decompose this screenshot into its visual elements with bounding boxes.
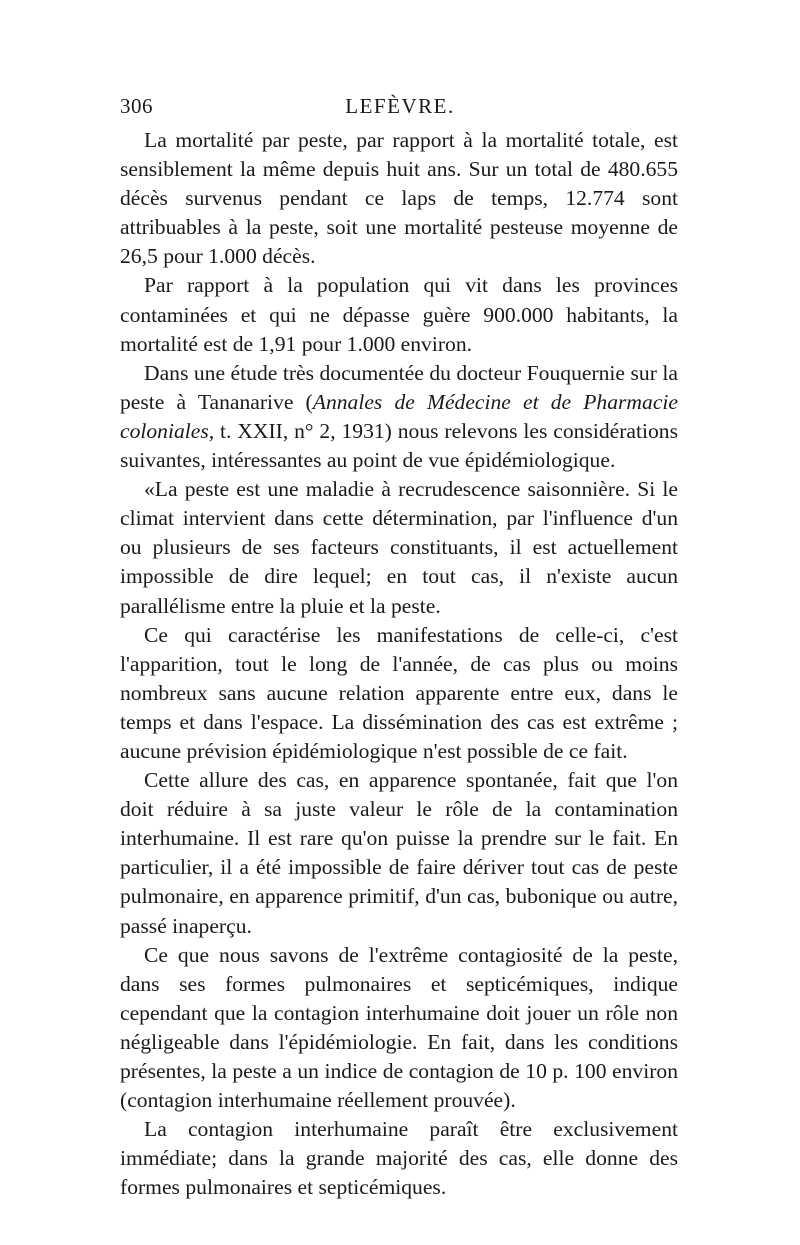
paragraph-with-reference: [120, 359, 678, 475]
running-head: LEFÈVRE.: [345, 94, 455, 118]
paragraph: La contagion interhumaine paraît être exclusivement immédiate; dans la grande majorité des cas, elle donne des formes pulmonaires et septicémiques.: [120, 1117, 678, 1200]
page-header: [120, 94, 680, 124]
body-text: [120, 126, 678, 1202]
page-number: 306: [120, 94, 153, 118]
paragraph: Cette allure des cas, en apparence spontanée, fait que l'on doit réduire à sa juste valeur le rôle de la contamination interhumaine. Il est rare qu'on puisse la prendre sur le fait. En particulier, il a été impossible de faire dériver tout cas de peste pulmonaire, en apparence primitif, d'un cas, bubonique ou autre, passé inaperçu.: [120, 768, 678, 938]
paragraph: Ce qui caractérise les manifestations de celle-ci, c'est l'apparition, tout le long de l'année, de cas plus ou moins nombreux sans aucune relation apparente entre eux, dans le temps et dans l'espace. La dissémination des cas est extrême ; aucune prévision épidémiologique n'est possible de ce fait.: [120, 622, 678, 763]
text-span: Dans une étude très documentée du docteur Fouquernie sur la peste à Tananarive (: [120, 360, 678, 414]
reference-title: Annales de Médecine et de Pharmacie coloniales,: [120, 389, 678, 443]
paragraph: La mortalité par peste, par rapport à la mortalité totale, est sensiblement la même depuis huit ans. Sur un total de 480.655 décès survenus pendant ce laps de temps, 12.774 sont attribuables à la peste, soit une mortalité pesteuse moyenne de 26,5 pour 1.000 décès.: [120, 128, 678, 269]
text-span: t. XXII, n° 2, 1931) nous relevons les considérations suivantes, intéressantes au point de vue épidémiologique.: [120, 418, 678, 473]
paragraph: Ce que nous savons de l'extrême contagiosité de la peste, dans ses formes pulmonaires et septicémiques, indique cependant que la contagion interhumaine doit jouer un rôle non négligeable dans l'épidémiologie. En fait, dans les conditions présentes, la peste a un indice de contagion de 10 p. 100 environ (contagion interhumaine réellement prouvée).: [120, 942, 678, 1113]
paragraph: Par rapport à la population qui vit dans les provinces contaminées et qui ne dépasse guère 900.000 habitants, la mortalité est de 1,91 pour 1.000 environ.: [120, 273, 678, 356]
paragraph: «La peste est une maladie à recrudescence saisonnière. Si le climat intervient dans cette détermination, par l'influence d'un ou plusieurs de ses facteurs constituants, il est actuellement impossible de dire lequel; en tout cas, il n'existe aucun parallélisme entre la pluie et la peste.: [120, 477, 678, 618]
